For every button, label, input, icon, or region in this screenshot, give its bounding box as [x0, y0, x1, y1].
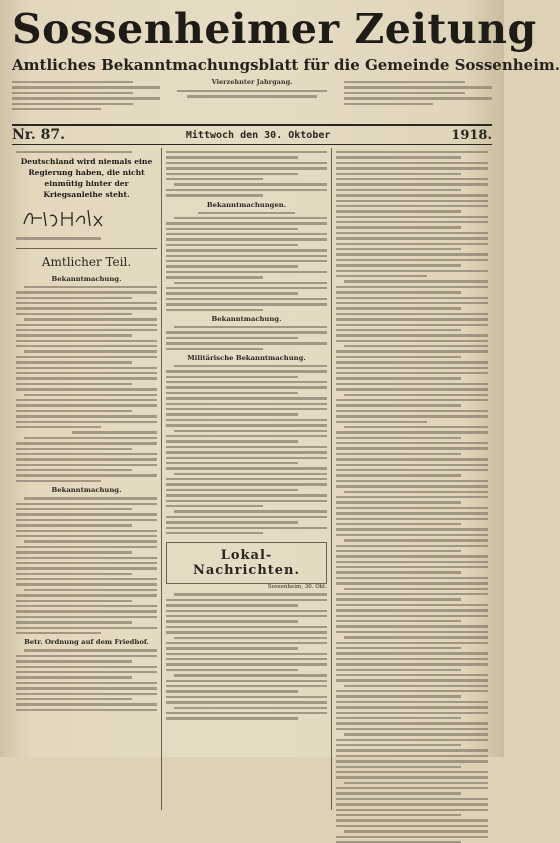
- handwritten-signature: [16, 204, 157, 234]
- issue-year: 1918.: [451, 127, 492, 143]
- heading-military-notice: Militärische Bekanntmachung.: [187, 353, 306, 362]
- issue-number: Nr. 87.: [12, 127, 65, 143]
- publisher-info: [167, 78, 337, 122]
- subscription-info: [12, 78, 160, 122]
- masthead-subtitle: Amtliches Bekanntmachungsblatt für die Gemeinde Sossenheim.: [12, 56, 560, 74]
- article-columns: [12, 148, 492, 810]
- heading-announcements: Bekanntmachungen.: [206, 200, 287, 209]
- heading-notice-3: Bekanntmachung.: [211, 314, 282, 323]
- masthead-info-row: [12, 78, 492, 122]
- heading-notice-2: Bekanntmachung.: [51, 486, 122, 495]
- heading-cemetery-order: Betr. Ordnung auf dem Friedhof.: [24, 638, 149, 647]
- heading-notice-1: Bekanntmachung.: [51, 274, 122, 283]
- advertising-info: [344, 78, 492, 122]
- column-1: [12, 148, 162, 810]
- issue-date: Mittwoch den 30. Oktober: [185, 129, 331, 141]
- official-section-title: Amtlicher Teil.: [16, 248, 157, 269]
- column-2: [162, 148, 332, 810]
- jahrgang: Vierzehnter Jahrgang.: [211, 78, 293, 86]
- local-news-box: [166, 542, 327, 584]
- column-3: [332, 148, 492, 810]
- masthead-title: Sossenheimer Zeitung: [12, 5, 537, 53]
- local-news-dateline: Sossenheim, 30. Okt.: [267, 584, 327, 591]
- war-loan-notice: Deutschland wird niemals eine Regierung haben, die nicht einmütig hinter der Kriegsanleihe steht.: [20, 157, 153, 200]
- local-news-title: Lokal-Nachrichten.: [192, 548, 301, 579]
- dateline: [12, 124, 492, 145]
